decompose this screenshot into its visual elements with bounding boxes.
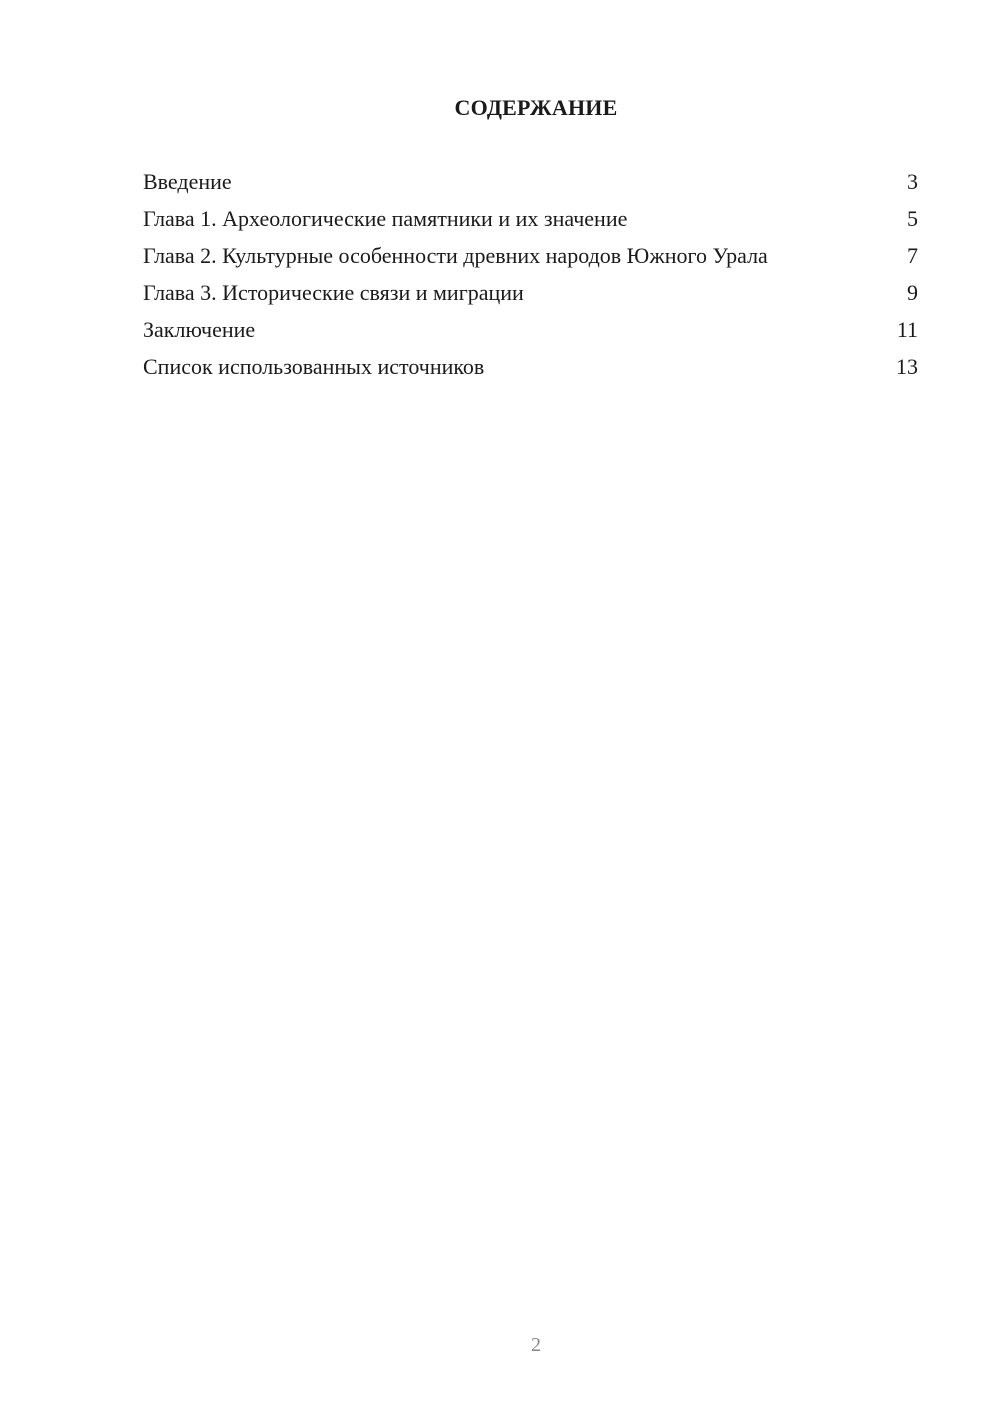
page-number: 2	[531, 1334, 541, 1356]
toc-entry-page: 11	[896, 317, 918, 342]
toc-entry-page: 7	[907, 243, 918, 268]
toc-entry-page: 13	[896, 354, 918, 379]
toc-entry-label: Список использованных источников	[143, 354, 485, 379]
toc-entry-conclusion	[143, 316, 918, 344]
toc-entry-chapter-3	[143, 279, 918, 307]
toc-entry-chapter-2	[143, 242, 918, 270]
table-of-contents	[143, 168, 918, 390]
toc-entry-introduction	[143, 168, 918, 196]
toc-entry-page: 5	[907, 206, 918, 231]
toc-entry-references	[143, 353, 918, 381]
toc-entry-label: Глава 1. Археологические памятники и их значение	[143, 206, 628, 231]
toc-entry-label: Глава 3. Исторические связи и миграции	[143, 280, 524, 305]
page-title: СОДЕРЖАНИЕ	[454, 95, 618, 120]
toc-entry-label: Глава 2. Культурные особенности древних народов Южного Урала	[143, 243, 768, 268]
toc-entry-label: Заключение	[143, 317, 256, 342]
toc-entry-chapter-1	[143, 205, 918, 233]
toc-entry-label: Введение	[143, 169, 232, 194]
toc-entry-page: 3	[907, 169, 918, 194]
toc-entry-page: 9	[907, 280, 918, 305]
